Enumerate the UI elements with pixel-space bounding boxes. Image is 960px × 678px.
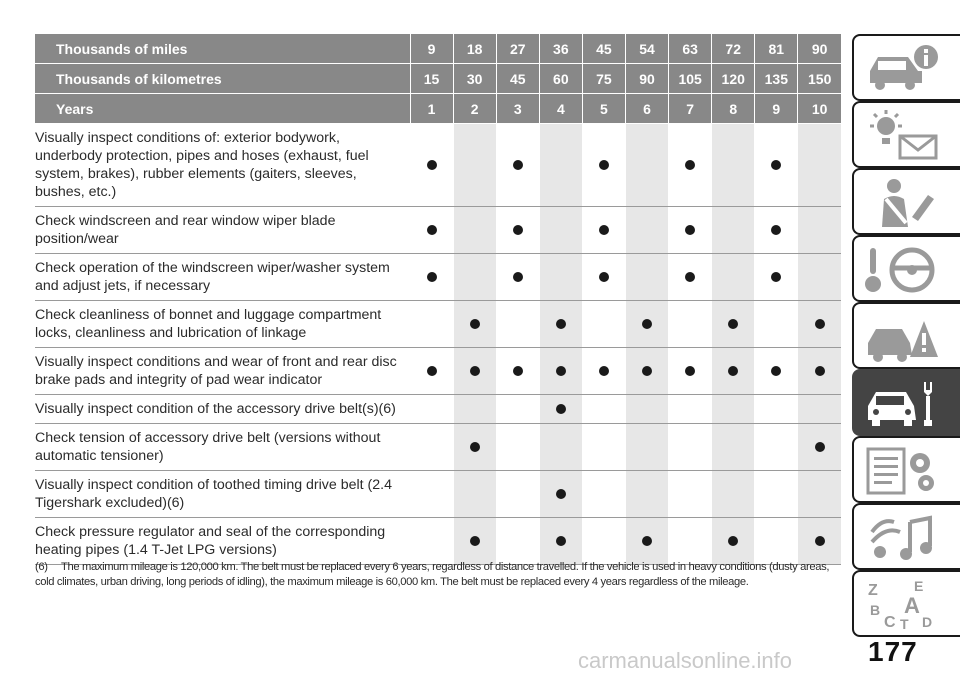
- schedule-cell: [539, 471, 582, 518]
- schedule-cell: [669, 424, 712, 471]
- header-row-kilometres: [35, 64, 841, 94]
- schedule-cell: [410, 518, 453, 565]
- header-value-miles: 27: [496, 34, 539, 64]
- row-description: Check pressure regulator and seal of the corresponding heating pipes (1.4 T-Jet LPG versions): [35, 518, 410, 565]
- row-description: Visually inspect conditions and wear of front and rear disc brake pads and integrity of pad wear indicator: [35, 348, 410, 395]
- schedule-cell: [582, 207, 625, 254]
- watermark-text: carmanualsonline.info: [578, 648, 793, 673]
- schedule-cell: [496, 424, 539, 471]
- schedule-cell: [625, 348, 668, 395]
- header-value-miles: 36: [539, 34, 582, 64]
- schedule-cell: [496, 348, 539, 395]
- header-label-kilometres: Thousands of kilometres: [35, 64, 410, 94]
- sidebar-tab-car-info[interactable]: [852, 34, 960, 101]
- scheduled-dot-icon: [599, 366, 609, 376]
- header-value-years: 2: [453, 94, 496, 124]
- schedule-cell: [582, 348, 625, 395]
- schedule-cell: [453, 471, 496, 518]
- scheduled-dot-icon: [685, 225, 695, 235]
- schedule-cell: [496, 254, 539, 301]
- sidebar-tab-maintenance[interactable]: [852, 369, 960, 436]
- schedule-cell: [798, 348, 841, 395]
- scheduled-dot-icon: [642, 319, 652, 329]
- header-row-years: [35, 94, 841, 124]
- scheduled-dot-icon: [513, 272, 523, 282]
- header-value-years: 9: [755, 94, 798, 124]
- table-row: [35, 254, 841, 301]
- header-value-years: 7: [669, 94, 712, 124]
- car-info-icon: [864, 43, 944, 95]
- schedule-cell: [539, 254, 582, 301]
- scheduled-dot-icon: [556, 366, 566, 376]
- sidebar-tab-technical-data[interactable]: [852, 436, 960, 503]
- footnote-text: The maximum mileage is 120,000 km. The belt must be replaced every 6 years, regardless of distance travelled. If the vehicle is used in heavy conditions (dusty areas, cold climates, urban driving, long periods of idling), the maximum mileage is 60,000 km. The belt must be replaced every 4 years regardless of the mileage.: [35, 561, 830, 588]
- row-description: Check tension of accessory drive belt (versions without automatic tensioner): [35, 424, 410, 471]
- schedule-cell: [582, 424, 625, 471]
- dashboard-lights-icon: [864, 110, 944, 162]
- schedule-cell: [755, 395, 798, 424]
- schedule-cell: [669, 207, 712, 254]
- scheduled-dot-icon: [470, 319, 480, 329]
- header-value-miles: 9: [410, 34, 453, 64]
- header-value-kilometres: 60: [539, 64, 582, 94]
- schedule-cell: [798, 254, 841, 301]
- schedule-cell: [712, 518, 755, 565]
- multimedia-music-icon: [864, 512, 944, 564]
- table-row: [35, 518, 841, 565]
- schedule-cell: [669, 348, 712, 395]
- page-number: 177: [868, 636, 918, 667]
- schedule-cell: [453, 207, 496, 254]
- schedule-cell: [669, 254, 712, 301]
- schedule-cell: [712, 254, 755, 301]
- sidebar-tab-starting-driving[interactable]: [852, 235, 960, 302]
- scheduled-dot-icon: [556, 489, 566, 499]
- scheduled-dot-icon: [815, 366, 825, 376]
- schedule-cell: [712, 471, 755, 518]
- footnote-ref: (6): [35, 561, 48, 573]
- header-value-kilometres: 150: [798, 64, 841, 94]
- header-value-kilometres: 45: [496, 64, 539, 94]
- schedule-cell: [755, 471, 798, 518]
- schedule-cell: [798, 471, 841, 518]
- row-description: Check cleanliness of bonnet and luggage compartment locks, cleanliness and lubrication of linkage: [35, 301, 410, 348]
- scheduled-dot-icon: [599, 272, 609, 282]
- header-value-miles: 54: [625, 34, 668, 64]
- sidebar-tab-multimedia[interactable]: [852, 503, 960, 570]
- schedule-cell: [453, 348, 496, 395]
- schedule-cell: [712, 124, 755, 207]
- schedule-cell: [712, 395, 755, 424]
- schedule-cell: [582, 471, 625, 518]
- scheduled-dot-icon: [599, 225, 609, 235]
- header-value-years: 1: [410, 94, 453, 124]
- row-description: Visually inspect condition of toothed timing drive belt (2.4 Tigershark excluded)(6): [35, 471, 410, 518]
- scheduled-dot-icon: [470, 366, 480, 376]
- header-value-kilometres: 90: [625, 64, 668, 94]
- scheduled-dot-icon: [685, 160, 695, 170]
- svg-text:B: B: [870, 602, 881, 618]
- scheduled-dot-icon: [470, 536, 480, 546]
- schedule-cell: [712, 301, 755, 348]
- table-row: [35, 124, 841, 207]
- schedule-cell: [410, 124, 453, 207]
- svg-text:A: A: [904, 593, 920, 618]
- table-row: [35, 207, 841, 254]
- svg-text:E: E: [914, 579, 924, 594]
- header-value-miles: 45: [582, 34, 625, 64]
- schedule-cell: [539, 301, 582, 348]
- header-value-years: 10: [798, 94, 841, 124]
- svg-text:D: D: [922, 614, 933, 630]
- scheduled-dot-icon: [513, 366, 523, 376]
- schedule-cell: [410, 471, 453, 518]
- schedule-cell: [410, 301, 453, 348]
- schedule-cell: [453, 424, 496, 471]
- scheduled-dot-icon: [556, 404, 566, 414]
- table-row: [35, 471, 841, 518]
- schedule-cell: [539, 348, 582, 395]
- schedule-cell: [496, 207, 539, 254]
- scheduled-dot-icon: [556, 536, 566, 546]
- header-value-miles: 72: [712, 34, 755, 64]
- alphabetical-index-icon: [864, 579, 944, 631]
- car-service-wrench-icon: [864, 378, 944, 430]
- schedule-cell: [669, 301, 712, 348]
- schedule-cell: [453, 395, 496, 424]
- schedule-cell: [755, 348, 798, 395]
- svg-text:Z: Z: [868, 582, 878, 599]
- schedule-cell: [582, 124, 625, 207]
- row-description: Visually inspect condition of the accessory drive belt(s)(6): [35, 395, 410, 424]
- schedule-cell: [755, 518, 798, 565]
- scheduled-dot-icon: [427, 272, 437, 282]
- scheduled-dot-icon: [728, 536, 738, 546]
- svg-text:T: T: [900, 616, 909, 631]
- scheduled-dot-icon: [642, 366, 652, 376]
- header-value-kilometres: 75: [582, 64, 625, 94]
- schedule-cell: [798, 301, 841, 348]
- maintenance-schedule-table: [35, 34, 841, 565]
- header-value-kilometres: 30: [453, 64, 496, 94]
- scheduled-dot-icon: [771, 272, 781, 282]
- table-row: [35, 424, 841, 471]
- scheduled-dot-icon: [427, 366, 437, 376]
- seat-belt-airbag-icon: [864, 177, 944, 229]
- scheduled-dot-icon: [513, 225, 523, 235]
- schedule-cell: [496, 395, 539, 424]
- schedule-cell: [755, 301, 798, 348]
- schedule-cell: [625, 424, 668, 471]
- header-label-years: Years: [35, 94, 410, 124]
- table-row: [35, 395, 841, 424]
- sidebar-tab-safety[interactable]: [852, 168, 960, 235]
- schedule-cell: [625, 207, 668, 254]
- schedule-cell: [539, 424, 582, 471]
- schedule-cell: [539, 395, 582, 424]
- header-value-years: 3: [496, 94, 539, 124]
- header-row-miles: [35, 34, 841, 64]
- header-value-kilometres: 120: [712, 64, 755, 94]
- scheduled-dot-icon: [728, 319, 738, 329]
- scheduled-dot-icon: [771, 366, 781, 376]
- schedule-cell: [755, 124, 798, 207]
- scheduled-dot-icon: [599, 160, 609, 170]
- sidebar-tab-index[interactable]: [852, 570, 960, 637]
- header-value-years: 8: [712, 94, 755, 124]
- svg-text:C: C: [884, 614, 896, 631]
- header-value-years: 5: [582, 94, 625, 124]
- schedule-cell: [539, 124, 582, 207]
- schedule-cell: [582, 254, 625, 301]
- schedule-cell: [669, 395, 712, 424]
- chapter-sidebar: [852, 34, 960, 631]
- schedule-cell: [410, 348, 453, 395]
- scheduled-dot-icon: [427, 225, 437, 235]
- schedule-cell: [410, 424, 453, 471]
- scheduled-dot-icon: [427, 160, 437, 170]
- footnote: [35, 560, 841, 590]
- schedule-cell: [798, 395, 841, 424]
- scheduled-dot-icon: [470, 442, 480, 452]
- header-value-miles: 90: [798, 34, 841, 64]
- scheduled-dot-icon: [815, 536, 825, 546]
- schedule-cell: [625, 124, 668, 207]
- scheduled-dot-icon: [685, 272, 695, 282]
- schedule-cell: [712, 424, 755, 471]
- sidebar-tab-dashboard-lights[interactable]: [852, 101, 960, 168]
- scheduled-dot-icon: [771, 160, 781, 170]
- schedule-cell: [539, 518, 582, 565]
- header-value-years: 6: [625, 94, 668, 124]
- header-value-kilometres: 135: [755, 64, 798, 94]
- schedule-cell: [453, 254, 496, 301]
- header-value-kilometres: 15: [410, 64, 453, 94]
- schedule-cell: [625, 518, 668, 565]
- schedule-cell: [625, 395, 668, 424]
- schedule-cell: [496, 518, 539, 565]
- schedule-cell: [410, 254, 453, 301]
- schedule-cell: [582, 395, 625, 424]
- schedule-cell: [755, 424, 798, 471]
- schedule-cell: [582, 518, 625, 565]
- car-emergency-icon: [864, 311, 944, 363]
- schedule-cell: [755, 207, 798, 254]
- schedule-cell: [669, 471, 712, 518]
- scheduled-dot-icon: [815, 319, 825, 329]
- schedule-cell: [496, 301, 539, 348]
- row-description: Visually inspect conditions of: exterior bodywork, underbody protection, pipes and hoses (exhaust, fuel system, brakes), rubber elements (gaiters, sleeves, bushes, etc.): [35, 124, 410, 207]
- schedule-cell: [712, 207, 755, 254]
- schedule-cell: [496, 471, 539, 518]
- schedule-cell: [755, 254, 798, 301]
- schedule-cell: [410, 207, 453, 254]
- schedule-cell: [798, 207, 841, 254]
- schedule-cell: [712, 348, 755, 395]
- header-value-miles: 63: [669, 34, 712, 64]
- header-value-years: 4: [539, 94, 582, 124]
- schedule-cell: [798, 424, 841, 471]
- technical-data-gears-icon: [864, 445, 944, 497]
- schedule-cell: [410, 395, 453, 424]
- scheduled-dot-icon: [771, 225, 781, 235]
- schedule-cell: [453, 518, 496, 565]
- schedule-cell: [582, 301, 625, 348]
- table-row: [35, 348, 841, 395]
- schedule-cell: [669, 518, 712, 565]
- header-value-kilometres: 105: [669, 64, 712, 94]
- header-value-miles: 18: [453, 34, 496, 64]
- scheduled-dot-icon: [556, 319, 566, 329]
- steering-wheel-key-icon: [864, 244, 944, 296]
- scheduled-dot-icon: [728, 366, 738, 376]
- schedule-cell: [539, 207, 582, 254]
- schedule-cell: [625, 254, 668, 301]
- scheduled-dot-icon: [642, 536, 652, 546]
- sidebar-tab-emergency[interactable]: [852, 302, 960, 369]
- row-description: Check operation of the windscreen wiper/washer system and adjust jets, if necessary: [35, 254, 410, 301]
- schedule-cell: [625, 301, 668, 348]
- header-value-miles: 81: [755, 34, 798, 64]
- schedule-cell: [496, 124, 539, 207]
- schedule-cell: [798, 518, 841, 565]
- schedule-cell: [669, 124, 712, 207]
- header-label-miles: Thousands of miles: [35, 34, 410, 64]
- scheduled-dot-icon: [815, 442, 825, 452]
- scheduled-dot-icon: [685, 366, 695, 376]
- schedule-cell: [453, 301, 496, 348]
- schedule-cell: [625, 471, 668, 518]
- table-row: [35, 301, 841, 348]
- scheduled-dot-icon: [513, 160, 523, 170]
- schedule-cell: [453, 124, 496, 207]
- schedule-cell: [798, 124, 841, 207]
- row-description: Check windscreen and rear window wiper blade position/wear: [35, 207, 410, 254]
